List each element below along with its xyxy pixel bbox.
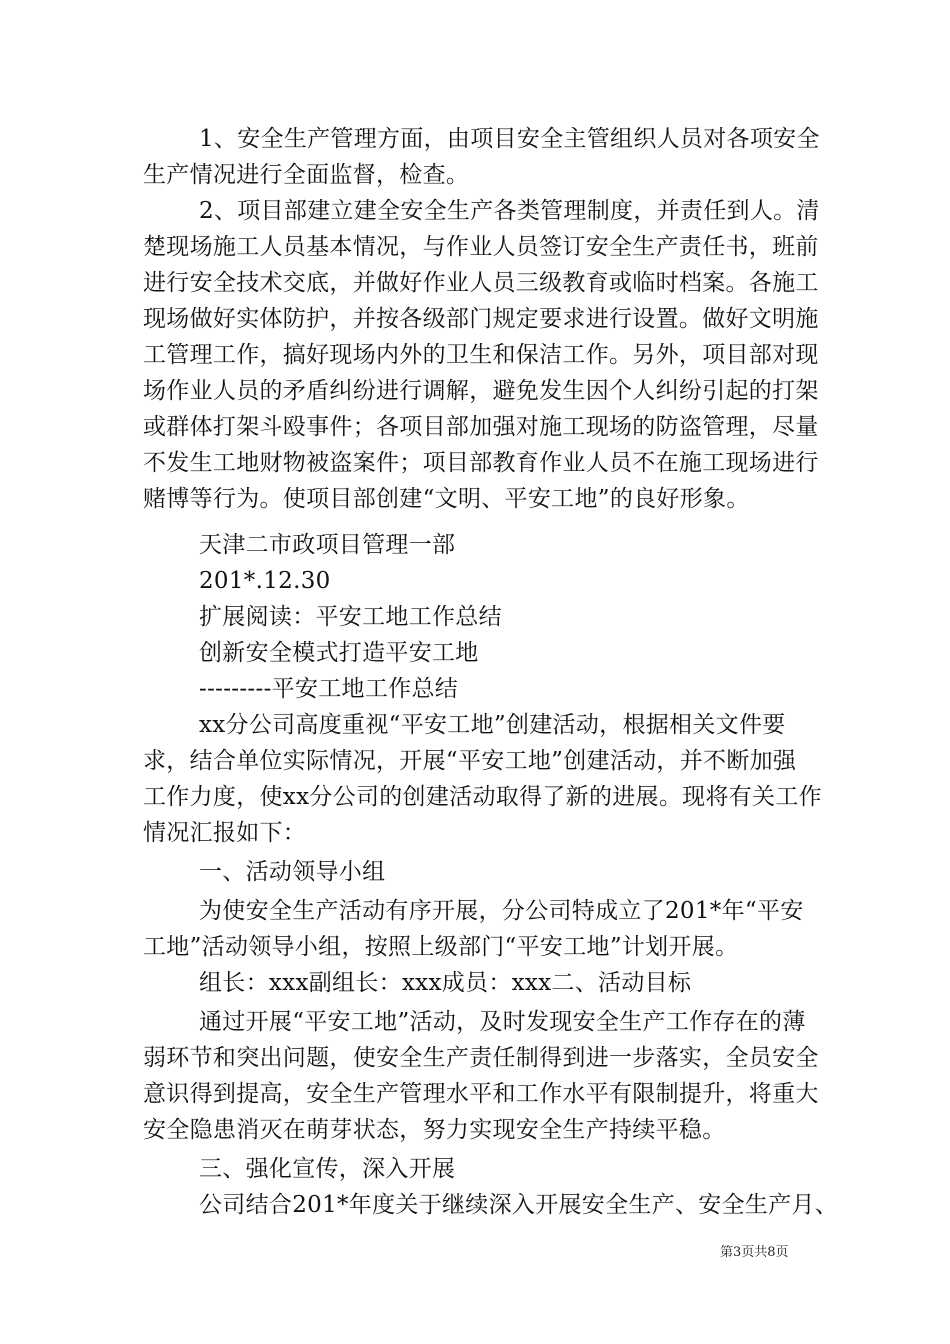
text-line: xx分公司高度重视“平安工地”创建活动，根据相关文件要 bbox=[199, 712, 786, 738]
text-line: 公司结合201*年度关于继续深入开展安全生产、安全生产月、 bbox=[199, 1192, 839, 1218]
text-line: 1、安全生产管理方面，由项目安全主管组织人员对各项安全 bbox=[199, 126, 820, 152]
extended-reading-heading: 扩展阅读：平安工地工作总结 bbox=[199, 604, 502, 630]
article-title: 创新安全模式打造平安工地 bbox=[199, 640, 479, 666]
article-subtitle: ---------平安工地工作总结 bbox=[199, 676, 459, 702]
text-line: 进行安全技术交底，并做好作业人员三级教育或临时档案。各施工 bbox=[143, 270, 819, 296]
section-heading: 三、强化宣传，深入开展 bbox=[199, 1156, 456, 1182]
text-line: 工作力度，使xx分公司的创建活动取得了新的进展。现将有关工作 bbox=[143, 784, 822, 810]
text-line: 意识得到提高，安全生产管理水平和工作水平有限制提升，将重大 bbox=[143, 1081, 819, 1107]
text-line: 不发生工地财物被盗案件；项目部教育作业人员不在施工现场进行 bbox=[143, 450, 819, 476]
text-line: 2、项目部建立建全安全生产各类管理制度，并责任到人。清 bbox=[199, 198, 820, 224]
signature-org: 天津二市政项目管理一部 bbox=[199, 532, 456, 558]
text-line: 现场做好实体防护，并按各级部门规定要求进行设置。做好文明施 bbox=[143, 306, 819, 332]
signature-date: 201*.12.30 bbox=[199, 568, 331, 594]
text-line: 工管理工作，搞好现场内外的卫生和保洁工作。另外，项目部对现 bbox=[143, 342, 819, 368]
text-line: 赌博等行为。使项目部创建“文明、平安工地”的良好形象。 bbox=[143, 486, 750, 512]
text-line: 生产情况进行全面监督，检查。 bbox=[143, 162, 470, 188]
text-line: 求，结合单位实际情况，开展“平安工地”创建活动，并不断加强 bbox=[143, 748, 797, 774]
text-line: 安全隐患消灭在萌芽状态，努力实现安全生产持续平稳。 bbox=[143, 1117, 726, 1143]
text-line: 弱环节和突出问题，使安全生产责任制得到进一步落实，全员安全 bbox=[143, 1045, 819, 1071]
text-line: 情况汇报如下： bbox=[143, 820, 307, 846]
text-line: 组长：xxx副组长：xxx成员：xxx二、活动目标 bbox=[199, 970, 692, 996]
text-line: 工地”活动领导小组，按照上级部门“平安工地”计划开展。 bbox=[143, 934, 739, 960]
text-line: 场作业人员的矛盾纠纷进行调解，避免发生因个人纠纷引起的打架 bbox=[143, 378, 819, 404]
text-line: 或群体打架斗殴事件；各项目部加强对施工现场的防盗管理，尽量 bbox=[143, 414, 819, 440]
section-heading: 一、活动领导小组 bbox=[199, 859, 386, 885]
text-line: 楚现场施工人员基本情况，与作业人员签订安全生产责任书，班前 bbox=[143, 234, 819, 260]
page-number-footer: 第3页共8页 bbox=[720, 1245, 789, 1260]
text-line: 通过开展“平安工地”活动，及时发现安全生产工作存在的薄 bbox=[199, 1009, 806, 1035]
text-line: 为使安全生产活动有序开展，分公司特成立了201*年“平安 bbox=[199, 898, 804, 924]
